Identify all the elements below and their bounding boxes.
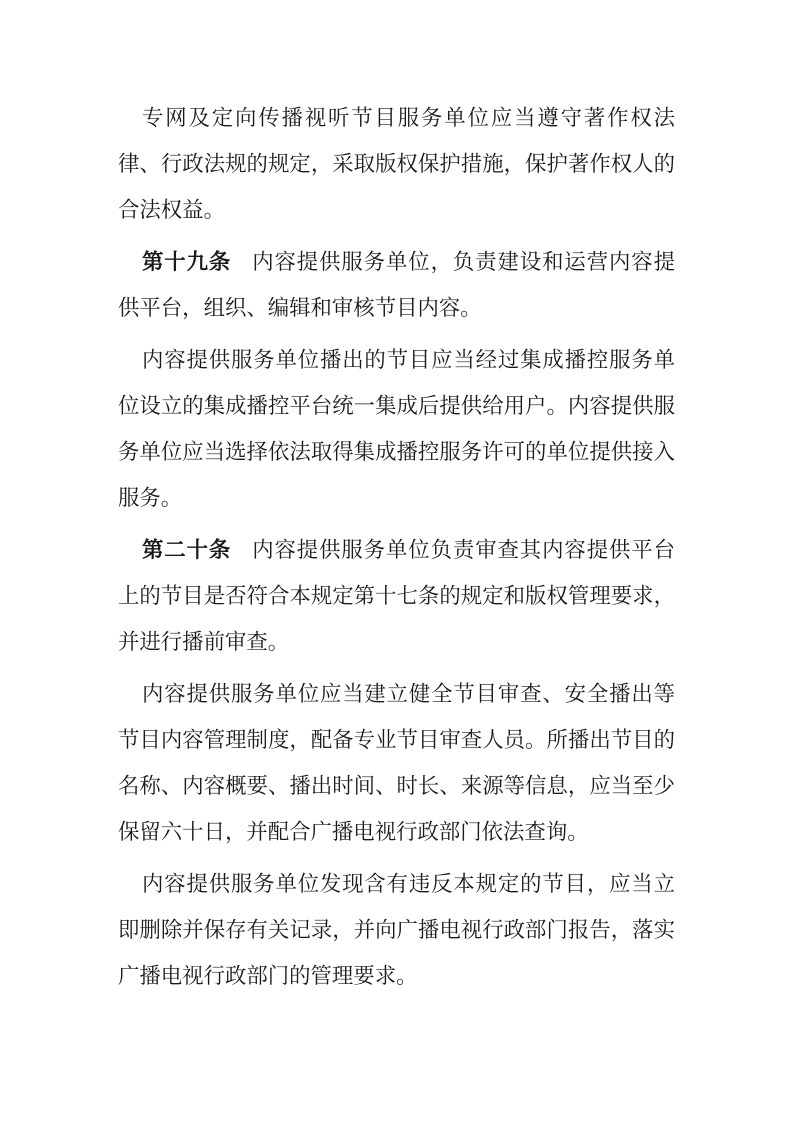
article-number: 第二十条 xyxy=(142,538,232,562)
paragraph-copyright-obligation xyxy=(118,95,675,233)
paragraph-violation-handling xyxy=(118,861,675,999)
paragraph-article-20 xyxy=(118,527,675,665)
paragraph-text: 内容提供服务单位应当建立健全节目审查、安全播出等节目内容管理制度，配备专业节目审查人员。所播出节目的名称、内容概要、播出时间、时长、来源等信息，应当至少保留六十日，并配合广播电视行政部门依法查询。 xyxy=(118,682,675,844)
paragraph-text: 内容提供服务单位，负责建设和运营内容提供平台，组织、编辑和审核节目内容。 xyxy=(118,250,675,320)
article-number: 第十九条 xyxy=(142,250,232,274)
paragraph-text: 内容提供服务单位负责审查其内容提供平台上的节目是否符合本规定第十七条的规定和版权管理要求，并进行播前审查。 xyxy=(118,538,675,654)
paragraph-article-19 xyxy=(118,239,675,331)
paragraph-text: 内容提供服务单位播出的节目应当经过集成播控服务单位设立的集成播控平台统一集成后提供给用户。内容提供服务单位应当选择依法取得集成播控服务许可的单位提供接入服务。 xyxy=(118,348,675,510)
document-body xyxy=(118,95,675,1005)
paragraph-text: 专网及定向传播视听节目服务单位应当遵守著作权法律、行政法规的规定，采取版权保护措施，保护著作权人的合法权益。 xyxy=(118,106,675,222)
paragraph-integration-platform xyxy=(118,337,675,521)
paragraph-content-review-system xyxy=(118,671,675,855)
paragraph-text: 内容提供服务单位发现含有违反本规定的节目，应当立即删除并保存有关记录，并向广播电视行政部门报告，落实广播电视行政部门的管理要求。 xyxy=(118,872,675,988)
